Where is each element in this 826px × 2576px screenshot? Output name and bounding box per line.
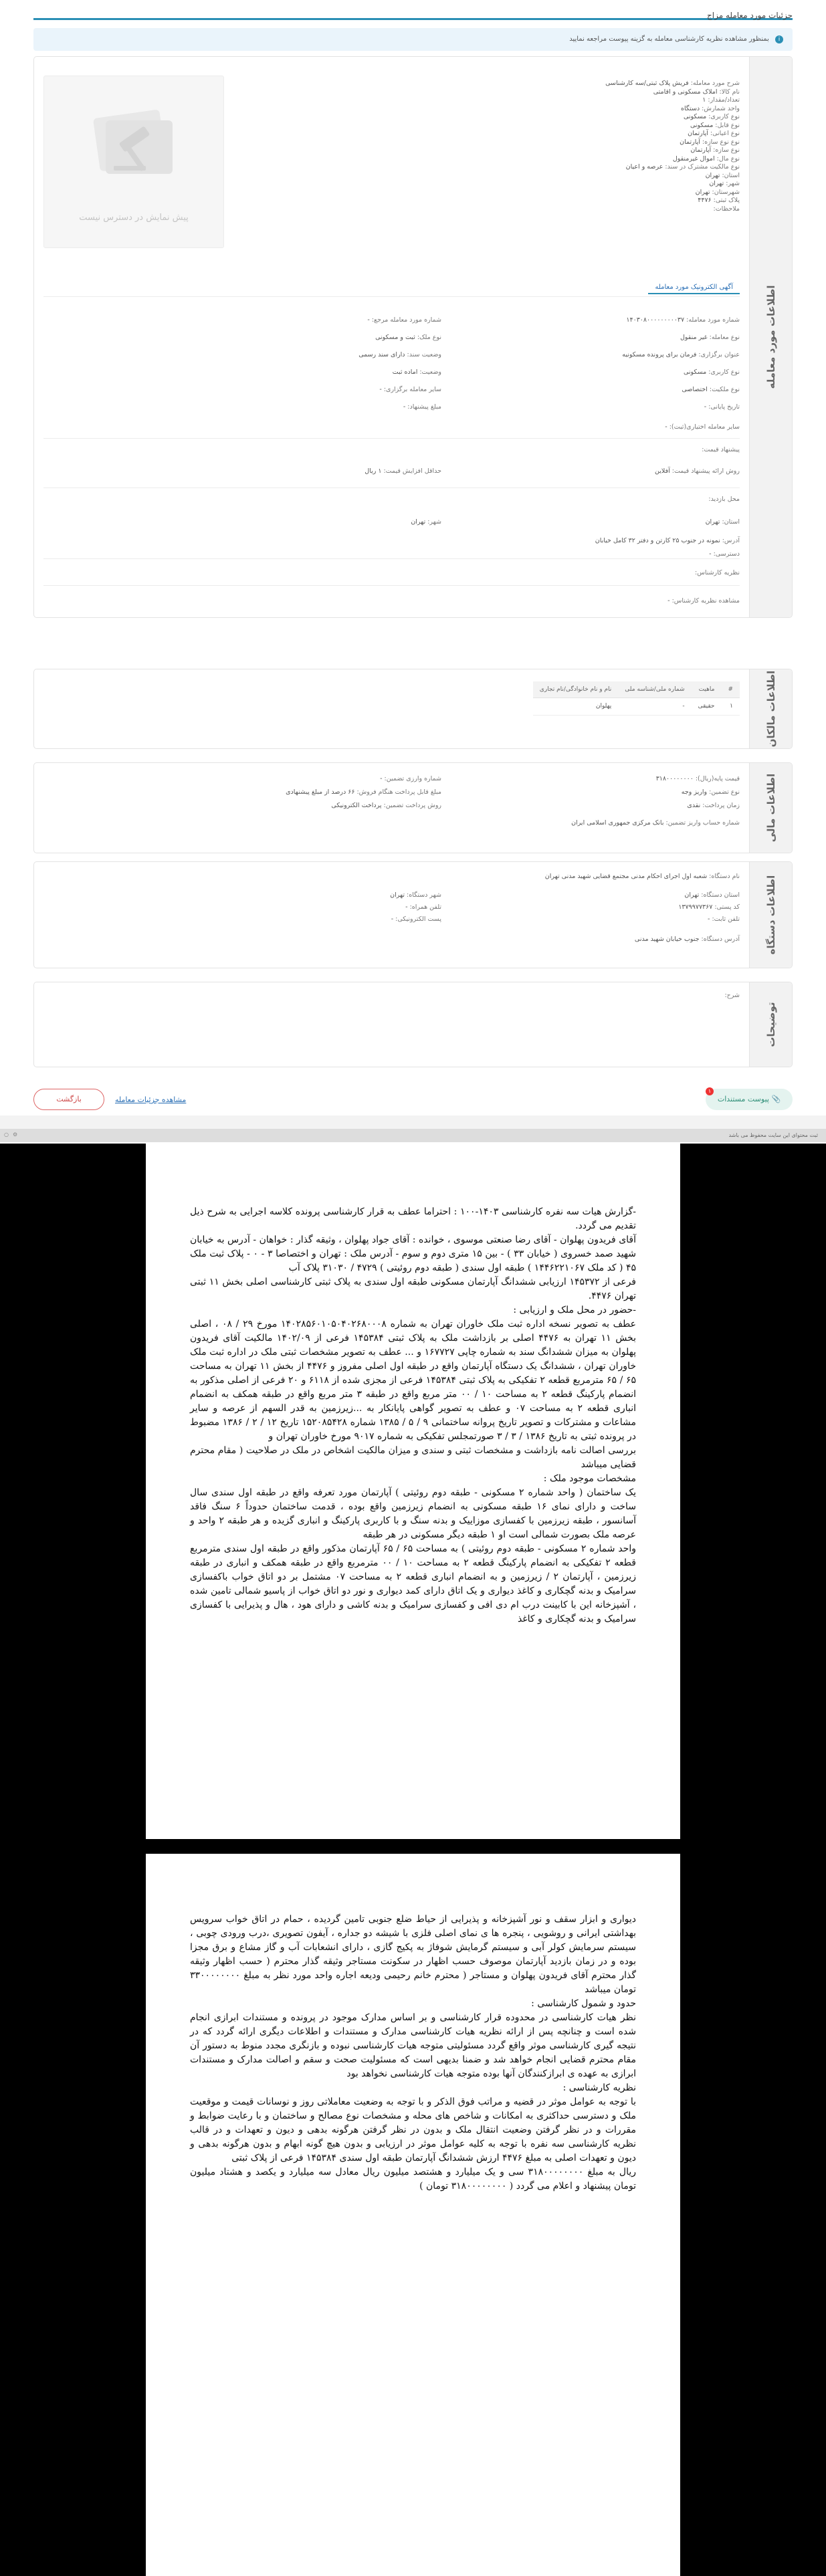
detail-label: قیمت پایه(ریال): [695,775,740,782]
detail-value: جنوب خیابان شهید مدنی [634,936,700,943]
detail-value: - [709,550,712,558]
detail-row [605,80,740,87]
detail-value: تهران [684,891,700,899]
detail-label: نوع سازه: [713,146,740,154]
detail-value: آپارتمان [690,146,712,154]
notes-row: شرح: [724,992,740,999]
document-paragraph: -حضور در محل ملک و ارزیابی : [513,1305,636,1315]
detail-label: نوع ملکیت: [709,386,740,393]
detail-label: شماره مورد معامله: [686,316,740,324]
detail-row [684,113,740,120]
detail-row [667,597,740,605]
detail-value: اختصاصی [682,386,708,393]
detail-label: محل بازدید: [708,496,740,503]
divider [43,558,740,559]
detail-label: پست الکترونیکی: [395,916,441,923]
detail-value: ۳۱۸۰۰۰۰۰۰۰۰ [655,775,694,782]
detail-row [682,788,740,796]
detail-row [680,334,740,341]
detail-value: اموال غیرمنقول [672,154,715,163]
info-alert [33,28,793,51]
tab-electronic-ad[interactable]: آگهی الکترونیک مورد معامله [648,281,740,294]
detail-row [405,903,441,911]
detail-value: پرداخت الکترونیکی [331,802,382,809]
document-paragraph: دیواری و ابزار سقف و نور آشپزخانه و پذیرایی از حیاط ضلع جنوبی تامین گردیده ، حمام در اتاق خواب سرویس بهداشتی ایرانی و روشویی ، پنجره ها ی نمای اصلی فلزی با شیشه دو جداره ، آیفون تصویری ،درب ورودی چوبی ، سیستم سرمایش کولر آبی و سیستم گرمایش شوفاژ به پکیج گازی ، دارای انشعابات آب و گاز مشاع و برق مجزا بوده و در زمان بازدید آپارتمان موصوف حسب اظهار در سکونت مستاجر وثیقه گذار محترم ( حسب اظهار وثیقه گذار محترم آقای فریدون پهلوان و مستاجر ( محترم خانم رحیمی ودیعه اجاره واحد مورد نظر به مبلغ ۳۳۰۰۰۰۰۰۰۰ تومان میباشد [190,1914,636,1995]
detail-value: ۱۴۰۳۰۸۰۰۰۰۰۰۰۰۰۳۷ [626,316,685,324]
detail-label: کد پستی: [714,903,740,911]
attachments-button[interactable]: 📎 پیوست مستندات ۱ [706,1089,793,1110]
detail-row [365,467,441,475]
divider [43,296,740,297]
detail-label: نوع مال: [716,154,740,163]
detail-label: شهرستان: [712,188,740,196]
document-paragraph: با توجه به عوامل موثر در قضیه و مراتب فوق الذکر و با توجه به وضعیت معاملاتی روز و نوسانات قیمت و موقعیت ملک و دسترسی حداکثری به امکانات و شاخص های محله و مشخصات نوع مصالح و ساختمان و با رعایت ضوابط و مقررات و در نظر گرفتن وضعیت انتقال ملک و بدون در نظر گرفتن هرگونه بدهی و دیون و تعهدات و در قالب نظریه کارشناسی سه نفره با توجه به کلیه عوامل موثر در ارزیابی و بدون هیچ گونه ابهام و بدون هرگونه بدهی و دیون و تعهدات اصلی به مبلغ ۴۴۷۶ ارزش ششدانگ آپارتمان طبقه اول سندی ۱۴۵۳۸۴ فرعی از پلاک ثبتی [190,2097,636,2163]
detail-row [358,351,441,358]
detail-value: املاک مسکونی و اقامتی [653,88,718,96]
detail-row [595,537,740,544]
section-owners [33,669,793,749]
detail-label: دسترسی: [713,550,740,558]
divider [43,585,740,586]
detail-row [706,496,740,503]
detail-value: ۱ ریال [365,467,382,475]
detail-value: اماده ثبت [392,368,418,376]
detail-label: مبلغ پیشنهاد: [407,403,441,411]
detail-label: آدرس دستگاه: [701,936,740,943]
document-paragraph: -گزارش هیات سه نفره کارشناسی ۱۴۰۳-۱۰۰ : احتراما عطف به قرار کارشناسی پرونده کلاسه اجرایی به شرح ذیل تقدیم می گردد. [190,1206,636,1231]
column-header: ماهیت [692,681,722,697]
detail-value: فرمان برای پرونده مسکونیه [622,351,697,358]
detail-value: تهران [705,171,720,179]
detail-value: - [367,316,370,324]
detail-row [680,138,740,146]
detail-row [678,903,740,911]
detail-label: سایر معامله اختیاری(ثبت): [669,423,740,431]
detail-label: شهر: [427,518,441,526]
detail-row [367,316,441,324]
detail-row [626,163,740,171]
attachments-count-badge: ۱ [706,1087,714,1095]
detail-label: نظریه کارشناس: [695,569,740,576]
detail-panel [0,0,826,1144]
owners-table [533,681,740,716]
detail-value: ۶۶ درصد از مبلغ پیشنهادی [286,788,355,796]
column-header: # [721,681,740,697]
detail-value: - [704,403,707,411]
detail-value: ۱ [702,96,706,104]
detail-label: استان: [722,518,740,526]
detail-value: ۴۴۷۶ [698,197,712,204]
column-header: نام و نام خانوادگی/نام تجاری [533,681,618,697]
detail-label: نوع کاربری: [708,368,740,376]
detail-value: مسکونی [683,113,707,120]
detail-label: زمان پرداخت: [702,802,740,809]
divider [43,438,740,439]
detail-row [687,802,740,809]
table-cell: پهلوان [533,697,618,715]
detail-label: شرح مورد معامله: [690,80,740,87]
document-paragraph: واحد شماره ۲ مسکونی - طبقه دوم روئیتی ) به مساحت ۶۵ / ۶۵ آپارتمان مذکور واقع در طبقه اول سندی مترمربع قطعه ۲ تفکیکی به انضمام پارکینگ قطعه ۲ به مساحت ۱۰ / ۰۰ مترمربع واقع در طبقه همکف و انباری در طبقه زیرزمین ، آپارتمان ۲ / زیرزمین و به انضمام انباری قطعه ۲ به مساحت ۰۷ مشتمل بر دو اتاق خواب باکفسازی سرامیک و بدنه گچکاری و کاغذ دیواری و یک اتاق دارای کمد دیواری و نور دو اتاق خواب از پاسیو شمالی تامین شده ، آشپزخانه این با کابینت درب ام دی افی و کفسازی سرامیک و بدنه کاشی و دارای هود ، هال و پذیرایی با کفسازی سرامیک و بدنه گچکاری و کاغذ [190,1543,636,1624]
detail-label: شماره حساب واریز تضمین: [665,819,740,827]
detail-value: - [708,916,710,923]
detail-row [673,155,740,163]
detail-value: ثبت و مسکونی [375,334,415,341]
detail-value: عرصه و اعیان [625,163,663,171]
detail-value: شعبه اول اجرای احکام مدنی مجتمع قضایی شهید مدنی تهران [544,873,708,880]
item-body [34,57,749,617]
alert-text: بمنظور مشاهده نظریه کارشناسی معامله به گزینه پیوست مراجعه نمایید [569,35,769,43]
detail-value: فریش پلاک ثبتی/سه کارشناسی [605,80,689,87]
document-paragraph: مشخصات موجود ملک : [543,1473,636,1484]
detail-value: - [667,597,670,605]
section-title: اطلاعات مالی [749,763,792,853]
footer: ⚙○ ثبت محتوای این سایت محفوظ می باشد [0,1129,826,1142]
section-notes [33,982,793,1067]
detail-row [375,334,441,341]
detail-value: آفلاین [655,467,670,475]
owners-body [34,669,749,748]
detail-label: نوع قابل: [715,121,740,129]
section-item-info [33,56,793,618]
detail-row [653,88,740,96]
view-transaction-link[interactable]: مشاهده جزئیات معامله [115,1095,187,1104]
detail-row [571,819,740,827]
detail-row [712,205,740,213]
detail-row [391,916,441,923]
detail-row [688,130,740,137]
detail-value: دارای سند رسمی [358,351,405,358]
detail-label: پلاک ثبتی: [713,197,740,204]
document-paragraph: نظر هیات کارشناسی در محدوده قرار کارشناسی و بر اساس مدارک موجود در پرونده و مستندات ابرازی انجام شده است و چنانچه پس از ارائه نظریه هیات کارشناسی مدارک و مستندات و اطلاعات دیگری ارائه گردد که در نتیجه گیری کارشناسی موثر واقع گردد مسئولیتی متوجه هیات کارشناسی نبوده و بازنگری مجدد منوط به دستور آن مقام محترم قضایی انجام خواهد شد و ضمنا بدیهی است که مسئولیت صحت و سقم و اصالت مدارک و مستندات ابرازی به عهده ی ابرازکنندگان آنها بوده متوجه هیات کارشناسی نخواهد بود [190,2012,636,2079]
detail-value: تهران [390,891,405,899]
detail-row [684,891,740,899]
detail-value: - [405,903,408,911]
detail-value: تهران [411,518,426,526]
section-title: اطلاعات مورد معامله [749,57,792,617]
no-image-placeholder [43,76,224,248]
section-title: اطلاعات مالکان [749,669,792,748]
document-paragraph: فرعی از ۱۴۵۳۷۲ ارزیابی ششدانگ آپارتمان مسکونی طبقه اول سندی به پلاک ثبتی کارشناسی اصلی بخش ۱۱ ثبتی تهران ۴۴۷۶. [190,1277,636,1301]
detail-row [545,873,740,880]
footer-icons: ⚙○ [4,1132,22,1138]
financial-body [34,763,749,853]
detail-value: بانک مرکزی جمهوری اسلامی ایران [571,819,664,827]
section-title: توضیحات [749,982,792,1067]
back-button[interactable]: بازگشت [33,1089,104,1110]
detail-label: نام کالا: [719,88,740,96]
detail-label: نوع تضمین: [709,788,740,796]
detail-label: تلفن ثابت: [712,916,740,923]
detail-label: واحد شمارش: [702,104,740,112]
detail-label: نوع کاربری: [708,113,740,120]
document-paragraph: یک ساختمان ( واحد شماره ۲ مسکونی - طبقه دوم روئیتی ) آپارتمان مورد تعرفه واقع در طبقه اول سندی سال ساخت و دارای نمای ۱۶ طبقه مسکونی به انضمام زیرزمین واقع بوده ، قدمت ساختمان حدوداً ۶ سنگ فاقد آسانسور ، طبقه زیرزمین با کفسازی موزاییک و بدنه سنگ و با کاربری پارکینگ و انباری گزیده و هر طبقه ۲ واحد و عرصه ملک بصورت شمالی است او ۱ طبقه دیگر مسکونی در هر طبقه [190,1487,636,1540]
document-paragraph: حدود و شمول کارشناسی : [531,1998,636,2009]
section-financial [33,762,793,853]
no-image-text: پیش نمایش در دسترس نیست [79,213,189,223]
detail-value: تهران [705,518,720,526]
detail-label: حداقل افزایش قیمت: [383,467,441,475]
detail-row [656,775,740,782]
detail-row [698,197,740,204]
detail-row [622,351,740,358]
device-body [34,862,749,968]
detail-value: غیر منقول [680,334,708,341]
document-paragraph: بررسی اصالت نامه بازداشت و مشخصات ثبتی و سندی و میزان مالکیت اشخاص در ملک در صلاحیت ( مقام محترم قضایی میباشد [190,1445,636,1470]
detail-row [706,172,740,179]
detail-label: نام دستگاه: [709,873,740,880]
detail-label: وضعیت سند: [407,351,441,358]
detail-label: عنوان برگزاری: [698,351,740,358]
document-paragraph: عطف به تصویر نسخه اداره ثبت ملک خاوران تهران به شماره ۱۴۰۲۸۵۶۰۱۰۵۰۴۰۲۶۸۰۰۰۸ مورخ ۲۹ / ۰۸ ، اصلی بخش ۱۱ تهران به ۴۴۷۶ اصلی بر بازداشت ملک به پلاک ثبتی ۱۴۵۳۸۴ فرعی از ۱۴۰۲/۰۹ مالکیت آقای فریدون پهلوان به میزان ششدانگ سند به شماره چاپی ۱۶۷۷۲۷ و ... عطف به تصویر مشخصات ثبتی ملک در اداره ثبت ملک خاوران تهران ، ششدانگ یک دستگاه آپارتمان واقع در طبقه اول اصلی مفروز و ۴۴۷۶ از بخش ۱۱ تهران به مساحت ۶۵ / ۶۵ مترمربع قطعه ۲ تفکیکی به پلاک ثبتی ۱۴۵۳۸۴ فرعی از مجزی شده از ۶۱۱۸ و ۲۰ فرعی از اصلی مذکور به انضمام پارکینگ قطعه ۲ به مساحت ۱۰ / ۰۰ متر مربع واقع در طبقه ۳ متر مربع واقع در طبقه همکف به انضمام انباری قطعه ۲ به مساحت ۰۷ و عطف به تصویر گواهی پایانکار به ...زیرزمین به قدر السهم از عرصه و سایر مشاعات و مشترکات و تصویر تاریخ پروانه ساختمانی ۹ / ۵ / ۱۳۸۵ شماره ۱۵۲۰۸۵۴۲۸ تاریخ ۱۲ / ۲ / ۱۳۸۶ مضبوط در پرونده ثبتی به تاریخ ۱۳۸۶ / ۳ / ۳ صورتمجلس تفکیکی به شماره ۹۰۱۷ مورخ خاوران تهران و [190,1319,637,1442]
detail-value: تهران [695,188,710,196]
detail-value: - [380,775,383,782]
detail-row [709,550,740,558]
detail-label: روش ارائه پیشنهاد قیمت: [672,467,740,475]
paperclip-icon: 📎 [771,1095,781,1103]
action-bar [33,1087,793,1111]
detail-row [379,386,441,393]
document-paragraph: آقای فریدون پهلوان - آقای رضا صنعتی موسوی ، خوانده : آقای جواد پهلوان ، وثیقه گذار : خواهان - آدرس به خیابان شهید صمد خسروی ( خیابان ۳۳ ) - بین ۱۵ متری دوم و سوم - آدرس ملک : تهران و اختصاصا ۳ - ۰ - پلاک ثبت ملک ۴۵ ( کد ملک ۱۴۴۶۲۲۱۰۶۷ ) طبقه اول سندی ( طبقه دوم روئیتی ) ۴۷۲۹ / ۳۱۰۳۰ پلاک آب [190,1235,636,1273]
detail-row [704,403,740,411]
detail-value: واریز وجه [681,788,708,796]
section-device [33,861,793,968]
detail-row [693,569,740,576]
detail-label: شماره مورد معامله مرجع: [371,316,441,324]
detail-value: نقدی [687,802,701,809]
detail-value: ۱۳۷۹۹۷۷۳۶۷ [678,903,713,911]
detail-label: پیشنهاد قیمت: [702,446,740,453]
document-paragraph: نظریه کارشناسی : [562,2082,636,2093]
detail-row [684,368,740,376]
detail-label: تلفن همراه: [409,903,441,911]
detail-row [665,423,740,431]
detail-label: مبلغ قابل پرداخت هنگام فروش: [356,788,441,796]
detail-value: دستگاه [680,104,700,112]
detail-value: مسکونی [683,368,707,376]
detail-row [702,96,740,104]
detail-label: نوع نوع سازه: [702,138,740,146]
detail-row [331,802,441,809]
detail-row [403,403,441,411]
document-page-1 [146,1144,680,1839]
detail-label: روش پرداخت تضمین: [383,802,441,809]
detail-label: نوع اعیانی: [710,130,740,137]
page-title: جزئیات مورد معامله مزاج [33,7,793,20]
detail-row [682,386,740,393]
detail-value: تهران [709,180,724,187]
detail-row [655,467,740,475]
detail-label: تاریخ پایانی: [708,403,740,411]
detail-value: - [403,403,406,411]
table-cell: ۱ [721,697,740,715]
table-cell: - [618,697,691,715]
detail-label: آدرس: [722,537,740,544]
detail-value: آپارتمان [688,130,708,137]
detail-label: شماره وارزی تضمین: [384,775,441,782]
detail-row [700,446,740,453]
detail-row [709,180,740,187]
gavel-icon [90,104,179,182]
detail-label: مشاهده نظریه کارشناس: [672,597,740,605]
detail-label: استان دستگاه: [701,891,740,899]
detail-value: نمونه در جنوب ۲۵ کارتن و دفتر ۳۲ کامل خیابان [595,537,720,544]
detail-row [393,368,441,376]
column-header: شماره ملی/شناسه ملی [618,681,691,697]
detail-label: نوع مالکیت مشترک در سند: [665,163,740,171]
detail-row [681,105,740,112]
detail-row [635,936,740,943]
detail-label: وضعیت: [419,368,441,376]
detail-label: شهر دستگاه: [407,891,441,899]
detail-value: مسکونی [690,121,714,129]
detail-row [696,189,740,196]
detail-label: ملاحظات: [713,205,740,213]
document-page-2 [146,1854,680,2576]
detail-label: نوع ملک: [417,334,441,341]
section-title: اطلاعات دستگاه [749,862,792,968]
detail-value: - [665,423,667,431]
detail-value: - [379,386,382,393]
table-cell: حقیقی [692,697,722,715]
detail-label: سایر معامله برگزاری: [383,386,441,393]
detail-value: - [391,916,394,923]
detail-row [411,518,441,526]
detail-row [690,122,740,129]
detail-label: شهر: [726,180,740,187]
detail-label: استان: [722,171,740,179]
detail-row [390,891,441,899]
document-paragraph: ریال به مبلغ ۳۱۸۰۰۰۰۰۰۰۰ سی و یک میلیارد و هشتصد میلیون ریال معادل سه میلیارد و یکصد و هشتاد میلیون تومان پیشنهاد و اعلام می گردد ( ۳۱۸۰۰۰۰۰۰۰۰ تومان ) [190,2167,636,2191]
detail-row [690,146,740,154]
detail-label: تعداد/مقدار: [708,96,740,104]
detail-label: نوع معامله: [709,334,740,341]
detail-row [708,916,740,923]
table-row [533,697,740,715]
detail-row [380,775,441,782]
notes-body [34,982,749,1067]
detail-value: آپارتمان [680,138,700,146]
info-icon: i [775,35,783,43]
detail-row [286,788,441,796]
detail-row [626,316,740,324]
detail-row [706,518,740,526]
